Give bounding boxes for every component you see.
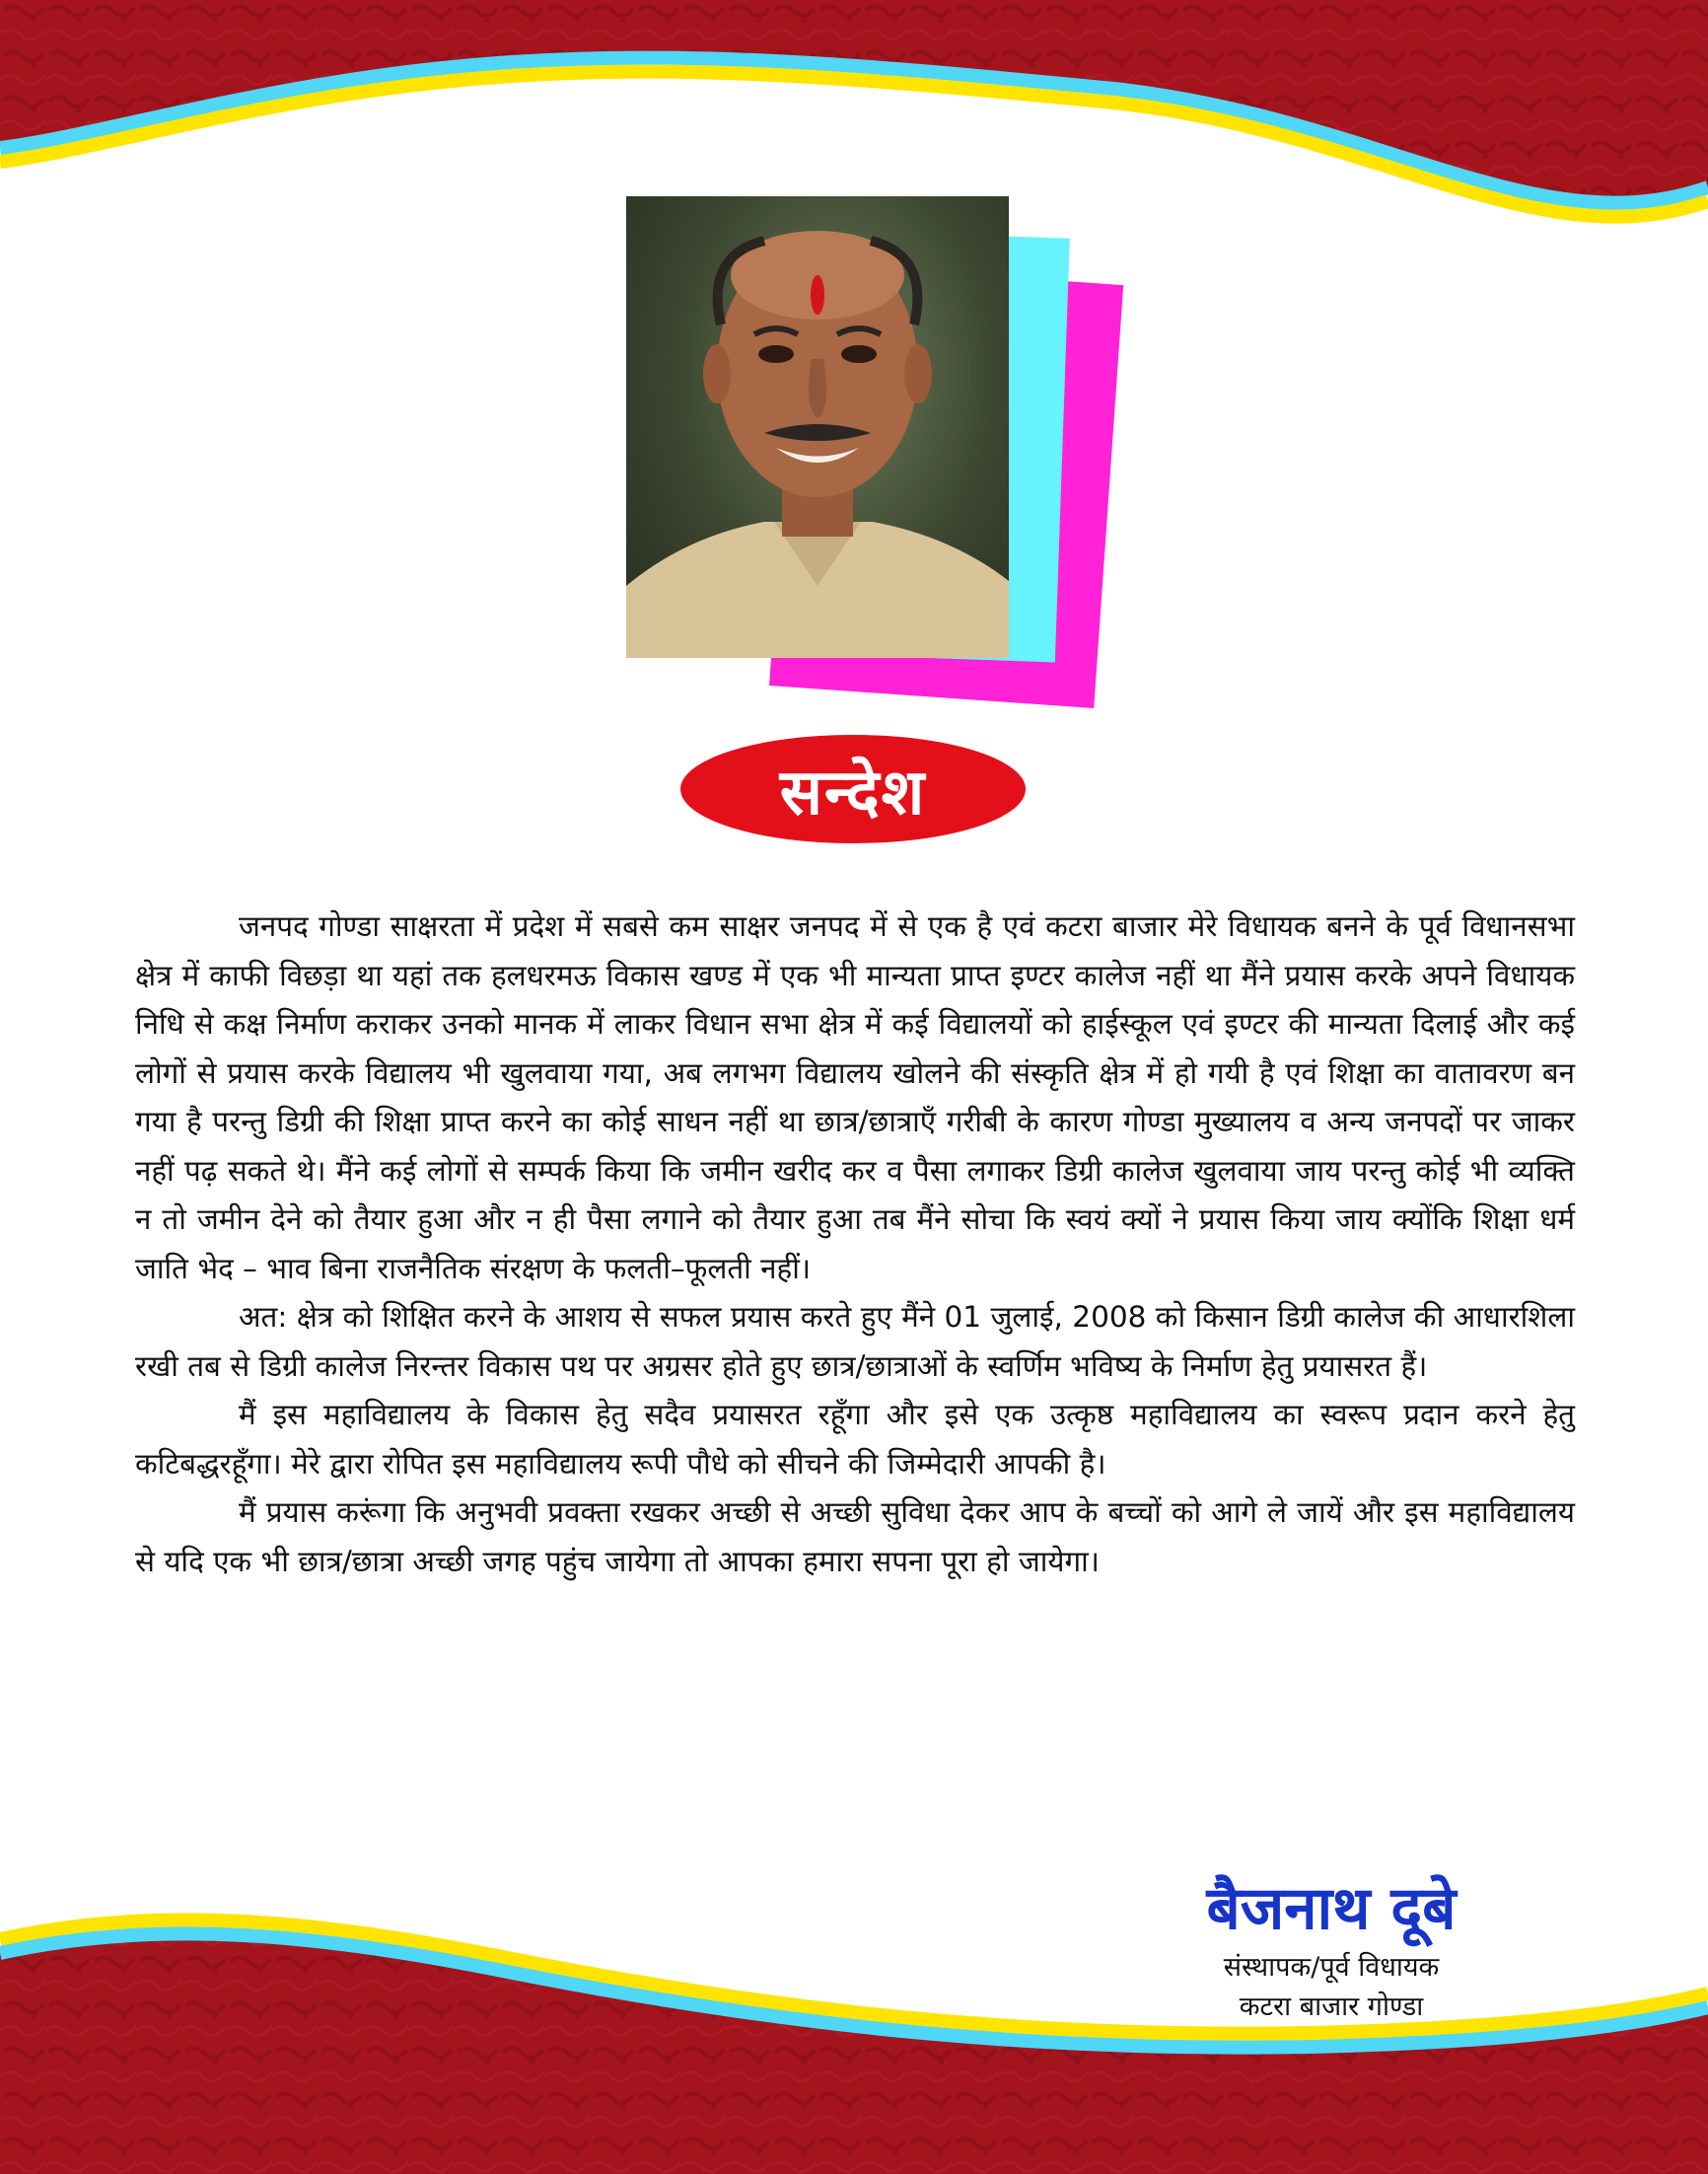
message-paragraph-4: मैं प्रयास करूंगा कि अनुभवी प्रवक्ता रखकर अच्छी से अच्छी सुविधा देकर आप के बच्चों को आगे ले जायें और इस महाविद्यालय से यदि एक भी छात्र/छात्रा अच्छी जगह पहुंच जायेगा तो आपका हमारा सपना पूरा हो जायेगा। bbox=[135, 1495, 1575, 1578]
message-paragraph-3: मैं इस महाविद्यालय के विकास हेतु सदैव प्रयासरत रहूँगा और इसे एक उत्कृष्ठ महाविद्यालय का स्वरूप प्रदान करने हेतु कटिबद्धरहूँगा। मेरे द्वारा रोपित इस महाविद्यालय रूपी पौधे को सीचने की जिम्मेदारी आपकी है। bbox=[135, 1398, 1575, 1481]
signature-block bbox=[1114, 1869, 1548, 2027]
signatory-title: संस्थापक/पूर्व विधायक bbox=[1223, 1952, 1440, 1983]
signatory-place: कटरा बाजार गोण्डा bbox=[1239, 1992, 1424, 2022]
message-body bbox=[135, 903, 1575, 1586]
heading-title: सन्देश bbox=[779, 755, 927, 830]
portrait-frame bbox=[621, 192, 1075, 725]
heading-badge bbox=[680, 735, 1026, 843]
portrait-illustration bbox=[626, 196, 1009, 658]
message-paragraph-2: अत: क्षेत्र को शिक्षित करने के आशय से सफल प्रयास करते हुए मैंने 01 जुलाई, 2008 को किसान डिग्री कालेज की आधारशिला रखी तब से डिग्री कालेज निरन्तर विकास पथ पर अग्रसर होते हुए छात्र/छात्राओं के स्वर्णिम भविष्य के निर्माण हेतु प्रयासरत हैं। bbox=[135, 1300, 1575, 1383]
signatory-name: बैजनाथ दूबे bbox=[1206, 1874, 1457, 1943]
message-paragraph-1: जनपद गोण्डा साक्षरता में प्रदेश में सबसे कम साक्षर जनपद में से एक है एवं कटरा बाजार मेरे विधायक बनने के पूर्व विधानसभा क्षेत्र में काफी विछड़ा था यहां तक हलधरमऊ विकास खण्ड में एक भी मान्यता प्राप्त इण्टर कालेज नहीं था मैंने प्रयास करके अपने विधायक निधि से कक्ष निर्माण कराकर उनको मानक में लाकर विधान सभा क्षेत्र में कई विद्यालयों को हाईस्कूल एवं इण्टर की मान्यता दिलाई और कई लोगों से प्रयास करके विद्यालय भी खुलवाया गया, अब लगभग विद्यालय खोलने की संस्कृति क्षेत्र में हो गयी है एवं शिक्षा का वातावरण बन गया है परन्तु डिग्री की शिक्षा प्राप्त करने का कोई साधन नहीं था छात्र/छात्राएँ गरीबी के कारण गोण्डा मुख्यालय व अन्य जनपदों पर जाकर नहीं पढ़ सकते थे। मैंने कई लोगों से सम्पर्क किया कि जमीन खरीद कर व पैसा लगाकर डिग्री कालेज खुलवाया जाय परन्तु कोई भी व्यक्ति न तो जमीन देने को तैयार हुआ और न ही पैसा लगाने को तैयार हुआ तब मैंने सोचा कि स्वयं क्यों ने प्रयास किया जाय क्योंकि शिक्षा धर्म जाति भेद – भाव बिना राजनैतिक संरक्षण के फलती–फूलती नहीं। bbox=[135, 909, 1575, 1285]
portrait-photo bbox=[626, 196, 1009, 658]
